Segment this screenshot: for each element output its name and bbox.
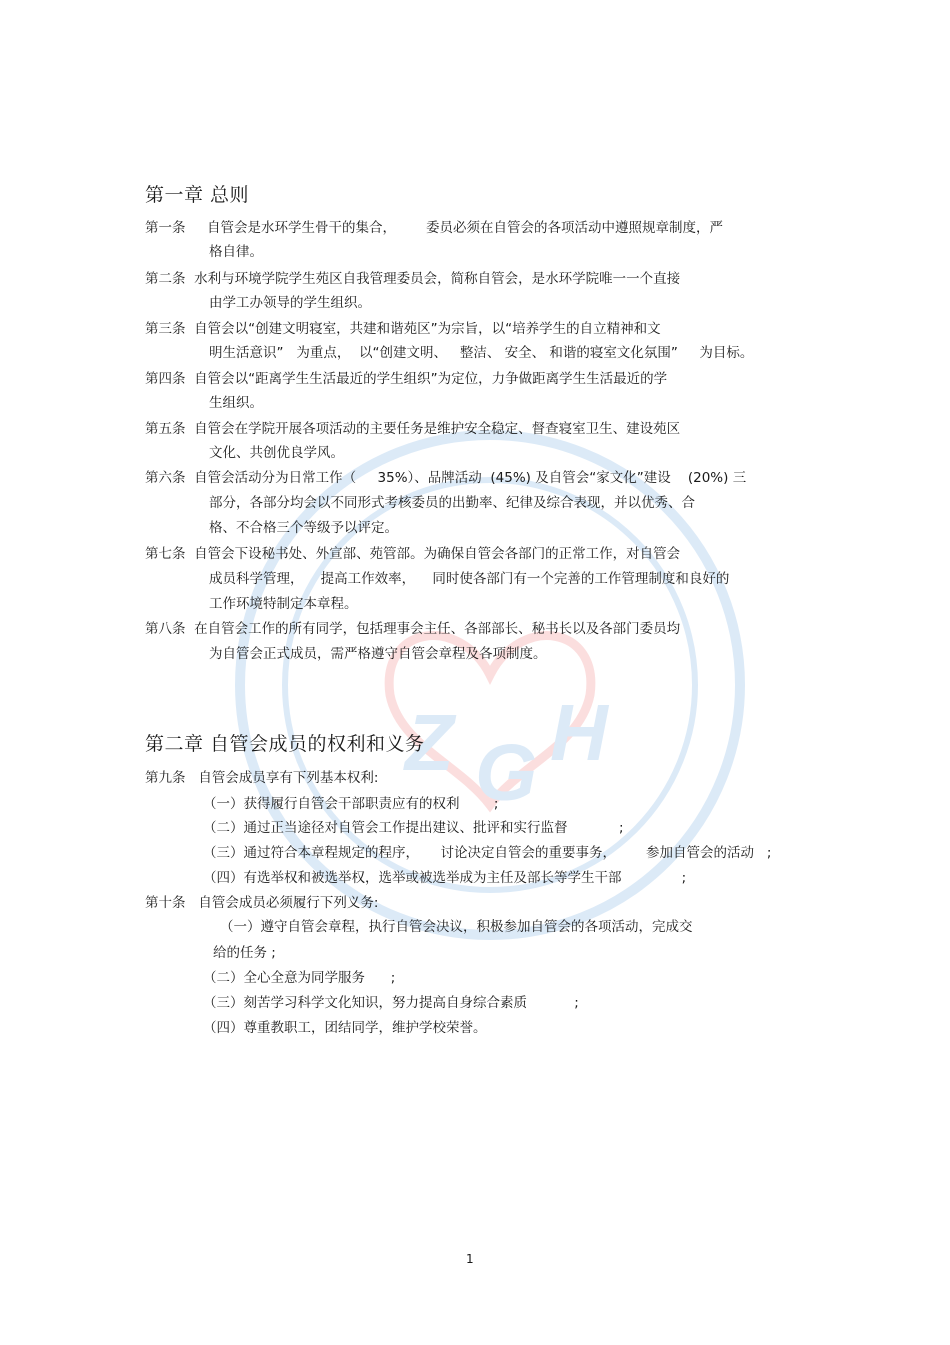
article-8-line-1: 第八条 在自管会工作的所有同学，包括理事会主任、各部部长、秘书长以及各部门委员均: [145, 621, 681, 637]
article-3-line-2: 明生活意识” 为重点， 以“创建文明、 整洁、 安全、 和谐的寝室文化氛围” 为目标。: [209, 345, 754, 361]
article-10-item-1-cont: 给的任务 ;: [213, 945, 276, 961]
page-number: 1: [466, 1252, 474, 1266]
article-2-line-1: 第二条 水利与环境学院学生苑区自我管理委员会，简称自管会，是水环学院唯一一个直接: [145, 271, 681, 287]
article-10-item-4: （四）尊重教职工，团结同学，维护学校荣誉。: [203, 1020, 487, 1036]
svg-text:G: G: [475, 728, 538, 817]
chapter-1-title: 第一章 总则: [145, 184, 250, 206]
article-10-line-1: 第十条 自管会成员必须履行下列义务:: [145, 895, 379, 911]
article-9-line-1: 第九条 自管会成员享有下列基本权利:: [145, 770, 379, 786]
article-3-line-1: 第三条 自管会以“创建文明寝室，共建和谐苑区”为宗旨，以“培养学生的自立精神和文: [145, 321, 661, 337]
article-1-line-2: 格自律。: [209, 244, 263, 260]
article-8-line-2: 为自管会正式成员，需严格遵守自管会章程及各项制度。: [209, 646, 547, 662]
article-10-item-2: （二）全心全意为同学服务 ;: [203, 970, 396, 986]
article-5-line-1: 第五条 自管会在学院开展各项活动的主要任务是维护安全稳定、督查寝室卫生、建设苑区: [145, 421, 681, 437]
article-4-line-2: 生组织。: [209, 395, 263, 411]
article-7-line-1: 第七条 自管会下设秘书处、外宣部、苑管部。为确保自管会各部门的正常工作，对自管会: [145, 546, 681, 562]
chapter-2-title: 第二章 自管会成员的权利和义务: [145, 733, 425, 755]
article-7-line-2: 成员科学管理， 提高工作效率， 同时使各部门有一个完善的工作管理制度和良好的: [209, 571, 730, 587]
article-9-item-1: （一）获得履行自管会干部职责应有的权利 ;: [203, 796, 499, 812]
svg-text:Z: Z: [405, 698, 454, 787]
svg-text:H: H: [550, 688, 608, 777]
article-1-line-1: 第一条 自管会是水环学生骨干的集合， 委员必须在自管会的各项活动中遵照规章制度，严: [145, 220, 723, 236]
article-9-item-3: （三）通过符合本章程规定的程序， 讨论决定自管会的重要事务， 参加自管会的活动 ;: [203, 845, 772, 861]
article-9-item-4: （四）有选举权和被选举权，选举或被选举成为主任及部长等学生干部 ;: [203, 870, 687, 886]
article-10-item-1: （一）遵守自管会章程，执行自管会决议，积极参加自管会的各项活动，完成交: [220, 919, 693, 935]
article-4-line-1: 第四条 自管会以“距离学生生活最近的学生组织”为定位，力争做距离学生生活最近的学: [145, 371, 668, 387]
article-9-item-2: （二）通过正当途径对自管会工作提出建议、批评和实行监督 ;: [203, 820, 624, 836]
article-6-line-1: 第六条 自管会活动分为日常工作（ 35%）、品牌活动 (45%) 及自管会“家文化”建设 (20%) 三: [145, 470, 747, 486]
article-2-line-2: 由学工办领导的学生组织。: [209, 295, 371, 311]
article-7-line-3: 工作环境特制定本章程。: [209, 596, 358, 612]
article-10-item-3: （三）刻苦学习科学文化知识，努力提高自身综合素质 ;: [203, 995, 579, 1011]
article-6-line-3: 格、不合格三个等级予以评定。: [209, 520, 398, 536]
article-5-line-2: 文化、共创优良学风。: [209, 445, 344, 461]
article-6-line-2: 部分，各部分均会以不同形式考核委员的出勤率、纪律及综合表现，并以优秀、合: [209, 495, 695, 511]
